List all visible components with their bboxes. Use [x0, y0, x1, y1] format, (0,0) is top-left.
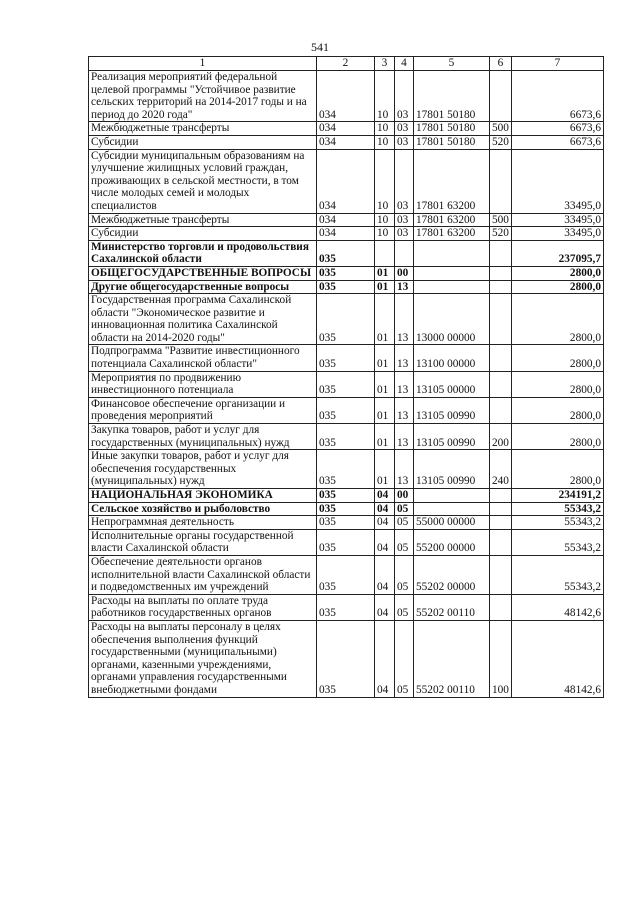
budget-table — [88, 56, 604, 698]
table-row — [89, 397, 604, 423]
table-row — [89, 516, 604, 530]
table-row — [89, 620, 604, 697]
row-amount: 2800,0 — [512, 266, 604, 280]
column-header: 1 — [89, 57, 317, 71]
row-amount: 55343,2 — [512, 516, 604, 530]
row-section: 04 — [375, 489, 395, 503]
row-name: Межбюджетные трансферты — [89, 213, 317, 227]
row-name: Закупка товаров, работ и услуг для государственных (муниципальных) нужд — [89, 424, 317, 450]
row-subsection: 13 — [395, 371, 414, 397]
row-expense-type — [490, 489, 512, 503]
row-section: 10 — [375, 213, 395, 227]
row-amount: 2800,0 — [512, 397, 604, 423]
column-header: 7 — [512, 57, 604, 71]
column-header: 5 — [414, 57, 490, 71]
row-name: Министерство торговли и продовольствия Сахалинской области — [89, 240, 317, 266]
row-amount: 2800,0 — [512, 345, 604, 371]
row-admin-code: 034 — [317, 227, 375, 241]
row-subsection: 03 — [395, 135, 414, 149]
row-target-article: 13100 00000 — [414, 345, 490, 371]
row-amount: 6673,6 — [512, 122, 604, 136]
row-amount: 55343,2 — [512, 529, 604, 555]
row-target-article: 55000 00000 — [414, 516, 490, 530]
row-name: Подпрограмма "Развитие инвестиционного потенциала Сахалинской области" — [89, 345, 317, 371]
row-admin-code: 034 — [317, 122, 375, 136]
row-target-article: 17801 50180 — [414, 122, 490, 136]
row-amount: 48142,6 — [512, 620, 604, 697]
row-section: 10 — [375, 135, 395, 149]
table-row — [89, 240, 604, 266]
row-name: Мероприятия по продвижению инвестиционного потенциала — [89, 371, 317, 397]
row-expense-type — [490, 555, 512, 594]
row-target-article — [414, 240, 490, 266]
row-section: 04 — [375, 620, 395, 697]
row-name: Непрограммная деятельность — [89, 516, 317, 530]
row-name: Обеспечение деятельности органов исполнительной власти Сахалинской области и подведомственных им учреждений — [89, 555, 317, 594]
table-row — [89, 266, 604, 280]
table-row — [89, 371, 604, 397]
row-expense-type — [490, 294, 512, 345]
row-section: 04 — [375, 529, 395, 555]
row-amount: 6673,6 — [512, 71, 604, 122]
table-row — [89, 71, 604, 122]
table-row — [89, 345, 604, 371]
page-number: 541 — [311, 40, 329, 54]
row-subsection: 13 — [395, 397, 414, 423]
row-amount: 237095,7 — [512, 240, 604, 266]
row-expense-type — [490, 71, 512, 122]
row-expense-type — [490, 240, 512, 266]
table-row — [89, 294, 604, 345]
row-section: 01 — [375, 345, 395, 371]
row-target-article: 13105 00990 — [414, 397, 490, 423]
row-amount: 55343,2 — [512, 502, 604, 516]
row-expense-type: 520 — [490, 227, 512, 241]
row-target-article — [414, 502, 490, 516]
row-section: 04 — [375, 555, 395, 594]
row-name: Расходы на выплаты по оплате труда работников государственных органов — [89, 594, 317, 620]
row-subsection: 13 — [395, 345, 414, 371]
row-expense-type — [490, 502, 512, 516]
row-section: 01 — [375, 266, 395, 280]
row-subsection: 05 — [395, 594, 414, 620]
row-target-article — [414, 266, 490, 280]
table-row — [89, 135, 604, 149]
row-amount: 2800,0 — [512, 294, 604, 345]
row-expense-type: 500 — [490, 122, 512, 136]
row-expense-type — [490, 266, 512, 280]
row-expense-type — [490, 345, 512, 371]
row-section: 10 — [375, 149, 395, 213]
row-subsection: 00 — [395, 266, 414, 280]
table-row — [89, 213, 604, 227]
row-subsection: 05 — [395, 516, 414, 530]
table-row — [89, 450, 604, 489]
row-expense-type — [490, 149, 512, 213]
row-target-article: 55200 00000 — [414, 529, 490, 555]
row-expense-type: 520 — [490, 135, 512, 149]
row-admin-code: 035 — [317, 555, 375, 594]
row-section: 10 — [375, 227, 395, 241]
row-amount: 33495,0 — [512, 227, 604, 241]
row-target-article: 13105 00990 — [414, 450, 490, 489]
row-section: 10 — [375, 122, 395, 136]
row-section: 01 — [375, 294, 395, 345]
row-admin-code: 035 — [317, 345, 375, 371]
row-admin-code: 035 — [317, 280, 375, 294]
row-subsection: 13 — [395, 294, 414, 345]
table-row — [89, 594, 604, 620]
row-admin-code: 035 — [317, 594, 375, 620]
column-header: 6 — [490, 57, 512, 71]
row-expense-type: 100 — [490, 620, 512, 697]
row-amount: 2800,0 — [512, 450, 604, 489]
row-target-article: 13000 00000 — [414, 294, 490, 345]
row-target-article: 17801 63200 — [414, 227, 490, 241]
row-admin-code: 034 — [317, 135, 375, 149]
row-target-article: 55202 00110 — [414, 594, 490, 620]
row-name: Межбюджетные трансферты — [89, 122, 317, 136]
row-section: 10 — [375, 71, 395, 122]
row-name: Финансовое обеспечение организации и проведения мероприятий — [89, 397, 317, 423]
row-name: Субсидии — [89, 227, 317, 241]
row-section: 04 — [375, 516, 395, 530]
table-row — [89, 502, 604, 516]
row-admin-code: 035 — [317, 450, 375, 489]
table-row — [89, 122, 604, 136]
row-target-article: 13105 00000 — [414, 371, 490, 397]
row-subsection: 03 — [395, 213, 414, 227]
table-row — [89, 555, 604, 594]
row-name: НАЦИОНАЛЬНАЯ ЭКОНОМИКА — [89, 489, 317, 503]
table-row — [89, 280, 604, 294]
row-subsection: 05 — [395, 620, 414, 697]
row-admin-code: 034 — [317, 71, 375, 122]
row-name: ОБЩЕГОСУДАРСТВЕННЫЕ ВОПРОСЫ — [89, 266, 317, 280]
row-subsection: 13 — [395, 424, 414, 450]
row-admin-code: 035 — [317, 397, 375, 423]
row-admin-code: 035 — [317, 424, 375, 450]
row-subsection — [395, 240, 414, 266]
row-amount: 33495,0 — [512, 149, 604, 213]
row-name: Расходы на выплаты персоналу в целях обеспечения выполнения функций государственными (муниципальными) органами, казенными учреждениями, органами управления государственными внебюджетными фондами — [89, 620, 317, 697]
table-row — [89, 489, 604, 503]
row-target-article: 17801 63200 — [414, 149, 490, 213]
row-name: Исполнительные органы государственной власти Сахалинской области — [89, 529, 317, 555]
row-subsection: 03 — [395, 227, 414, 241]
row-name: Иные закупки товаров, работ и услуг для обеспечения государственных (муниципальных) нужд — [89, 450, 317, 489]
row-section: 04 — [375, 594, 395, 620]
row-target-article — [414, 489, 490, 503]
row-name: Реализация мероприятий федеральной целевой программы "Устойчивое развитие сельских территорий на 2014-2017 годы и на период до 2020 года" — [89, 71, 317, 122]
column-header-row — [89, 57, 604, 71]
row-subsection: 03 — [395, 71, 414, 122]
row-name: Субсидии — [89, 135, 317, 149]
row-admin-code: 034 — [317, 213, 375, 227]
row-amount: 2800,0 — [512, 424, 604, 450]
row-subsection: 03 — [395, 122, 414, 136]
row-amount: 6673,6 — [512, 135, 604, 149]
row-admin-code: 035 — [317, 529, 375, 555]
row-admin-code: 035 — [317, 516, 375, 530]
row-target-article: 13105 00990 — [414, 424, 490, 450]
row-subsection: 00 — [395, 489, 414, 503]
row-section: 01 — [375, 280, 395, 294]
row-admin-code: 035 — [317, 240, 375, 266]
row-admin-code: 035 — [317, 620, 375, 697]
row-section: 04 — [375, 502, 395, 516]
row-expense-type — [490, 516, 512, 530]
row-amount: 33495,0 — [512, 213, 604, 227]
row-expense-type — [490, 280, 512, 294]
column-header: 2 — [317, 57, 375, 71]
row-subsection: 05 — [395, 529, 414, 555]
row-target-article: 55202 00110 — [414, 620, 490, 697]
row-amount: 55343,2 — [512, 555, 604, 594]
row-subsection: 05 — [395, 502, 414, 516]
row-section — [375, 240, 395, 266]
row-expense-type — [490, 594, 512, 620]
row-admin-code: 035 — [317, 489, 375, 503]
row-target-article: 17801 50180 — [414, 135, 490, 149]
row-name: Сельское хозяйство и рыболовство — [89, 502, 317, 516]
row-name: Другие общегосударственные вопросы — [89, 280, 317, 294]
row-amount: 2800,0 — [512, 280, 604, 294]
row-subsection: 05 — [395, 555, 414, 594]
row-admin-code: 035 — [317, 502, 375, 516]
table-row — [89, 149, 604, 213]
row-expense-type: 200 — [490, 424, 512, 450]
row-name: Субсидии муниципальным образованиям на улучшение жилищных условий граждан, проживающих в сельской местности, в том числе молодых семей и молодых специалистов — [89, 149, 317, 213]
row-admin-code: 035 — [317, 266, 375, 280]
row-expense-type — [490, 397, 512, 423]
row-section: 01 — [375, 450, 395, 489]
row-subsection: 13 — [395, 280, 414, 294]
row-expense-type: 240 — [490, 450, 512, 489]
column-header: 4 — [395, 57, 414, 71]
row-target-article: 55202 00000 — [414, 555, 490, 594]
row-section: 01 — [375, 371, 395, 397]
table-row — [89, 227, 604, 241]
table-row — [89, 529, 604, 555]
row-expense-type — [490, 529, 512, 555]
row-amount: 2800,0 — [512, 371, 604, 397]
column-header: 3 — [375, 57, 395, 71]
row-name: Государственная программа Сахалинской области "Экономическое развитие и инновационная политика Сахалинской области на 2014-2020 годы" — [89, 294, 317, 345]
row-section: 01 — [375, 397, 395, 423]
row-expense-type — [490, 371, 512, 397]
row-amount: 234191,2 — [512, 489, 604, 503]
row-admin-code: 035 — [317, 294, 375, 345]
row-target-article: 17801 50180 — [414, 71, 490, 122]
row-subsection: 13 — [395, 450, 414, 489]
row-target-article — [414, 280, 490, 294]
row-subsection: 03 — [395, 149, 414, 213]
row-amount: 48142,6 — [512, 594, 604, 620]
row-admin-code: 034 — [317, 149, 375, 213]
table-row — [89, 424, 604, 450]
row-admin-code: 035 — [317, 371, 375, 397]
row-expense-type: 500 — [490, 213, 512, 227]
row-target-article: 17801 63200 — [414, 213, 490, 227]
row-section: 01 — [375, 424, 395, 450]
